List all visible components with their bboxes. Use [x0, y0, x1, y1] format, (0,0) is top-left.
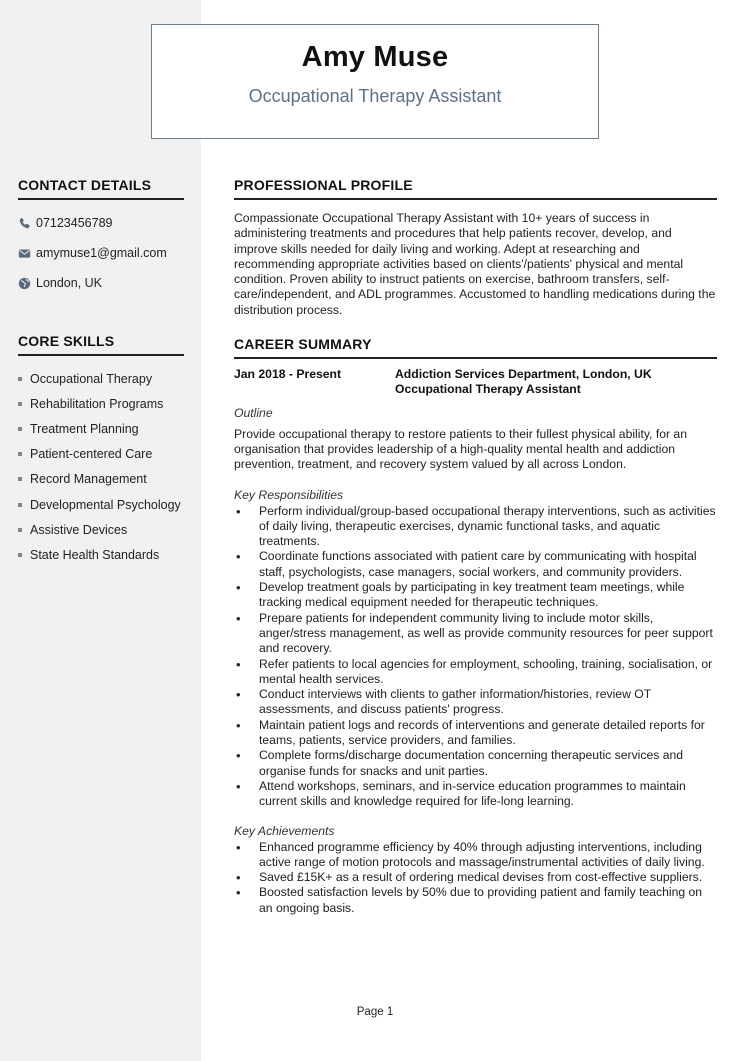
square-bullet-icon — [18, 402, 22, 406]
email-icon — [18, 247, 31, 260]
job-dates: Jan 2018 - Present — [234, 367, 342, 382]
skill-label: Patient-centered Care — [30, 447, 153, 462]
skill-label: Developmental Psychology — [30, 497, 181, 512]
contact-email — [18, 246, 184, 260]
globe-icon — [18, 277, 31, 290]
professional-profile-heading: PROFESSIONAL PROFILE — [234, 177, 717, 200]
square-bullet-icon — [18, 427, 22, 431]
core-skills-section — [18, 333, 184, 568]
square-bullet-icon — [18, 452, 22, 456]
achievements-list — [234, 840, 717, 916]
list-item: • Attend workshops, seminars, and in-service education programmes to maintain current skills and knowledge required for life-long learning. — [234, 779, 717, 810]
skill-label: State Health Standards — [30, 547, 160, 562]
location: London, UK — [36, 276, 103, 290]
header — [151, 24, 599, 139]
responsibilities-label: Key Responsibilities — [234, 487, 344, 502]
list-item: • Boosted satisfaction levels by 50% due to providing patient and family teaching on an ongoing basis. — [234, 885, 717, 916]
contact-details-heading: CONTACT DETAILS — [18, 177, 184, 200]
skill-label: Rehabilitation Programs — [30, 396, 164, 411]
list-item: • Refer patients to local agencies for employment, schooling, training, socialisation, or mental health services. — [234, 657, 717, 688]
job-employer-block — [395, 367, 652, 398]
main-content — [234, 177, 717, 916]
skill-item — [18, 492, 184, 517]
candidate-name: Amy Muse — [301, 41, 449, 73]
square-bullet-icon — [18, 477, 22, 481]
skill-item — [18, 391, 184, 416]
responsibilities-list — [234, 504, 717, 810]
list-item: • Perform individual/group-based occupational therapy interventions, such as activities of daily living, therapeutic exercises, dynamic functional tasks, and aquatic treatments. — [234, 504, 717, 550]
skill-label: Treatment Planning — [30, 421, 139, 436]
job-outline: Provide occupational therapy to restore patients to their fullest physical ability, for an organisation that provides leadership of a high-quality mental health and addiction prevention, treatment, and recovery system valued by all across London. — [234, 426, 687, 472]
list-item: • Conduct interviews with clients to gather information/histories, review OT assessments, and discuss patients' progress. — [234, 687, 717, 718]
profile-text: Compassionate Occupational Therapy Assistant with 10+ years of success in administering treatments and procedures that help patients recover, develop, and improve skills needed for daily living and working. Adept at researching and recommending appropriate activities based on clients'/patients' physical and mental condition. Proven ability to instruct patients on exercise, bathroom transfers, self-care/independent, and ADL programmes. Accustomed to handling medications during the distribution process. — [234, 211, 716, 317]
job-employer: Addiction Services Department, London, UK — [395, 367, 652, 382]
email-address: amymuse1@gmail.com — [36, 246, 167, 260]
list-item: • Maintain patient logs and records of interventions and generate detailed reports for teams, patients, service providers, and families. — [234, 718, 717, 749]
list-item: • Complete forms/discharge documentation concerning therapeutic services and organise funds for snacks and unit parties. — [234, 748, 717, 779]
skills-list — [18, 366, 184, 568]
list-item: • Prepare patients for independent community living to include motor skills, anger/stress management, as well as provide community resources for peer support and recovery. — [234, 611, 717, 657]
contact-phone — [18, 216, 184, 230]
career-summary-heading: CAREER SUMMARY — [234, 336, 717, 359]
list-item: • Saved £15K+ as a result of ordering medical devises from cost-effective suppliers. — [234, 870, 717, 885]
outline-label: Outline — [234, 405, 273, 420]
list-item: • Coordinate functions associated with patient care by communicating with hospital staff, psychologists, case managers, social workers, and community providers. — [234, 549, 717, 580]
square-bullet-icon — [18, 377, 22, 381]
square-bullet-icon — [18, 553, 22, 557]
skill-item — [18, 366, 184, 391]
achievements-label: Key Achievements — [234, 823, 335, 838]
list-item: • Develop treatment goals by participating in key treatment team meetings, while tracking medical equipment needed for therapeutic techniques. — [234, 580, 717, 611]
list-item: • Enhanced programme efficiency by 40% through adjusting interventions, including active range of motion protocols and massage/instrumental activities of daily living. — [234, 840, 717, 871]
core-skills-heading: CORE SKILLS — [18, 333, 184, 356]
skill-label: Record Management — [30, 472, 147, 487]
contact-location — [18, 276, 184, 290]
skill-item — [18, 467, 184, 492]
page-number: Page 1 — [356, 1006, 394, 1018]
job-header — [234, 367, 717, 398]
square-bullet-icon — [18, 503, 22, 507]
phone-icon — [18, 217, 31, 230]
skill-item — [18, 442, 184, 467]
skill-label: Assistive Devices — [30, 522, 128, 537]
skill-item — [18, 517, 184, 542]
skill-item — [18, 416, 184, 441]
contact-details-section — [18, 177, 184, 290]
job-position: Occupational Therapy Assistant — [395, 382, 581, 397]
square-bullet-icon — [18, 528, 22, 532]
skill-label: Occupational Therapy — [30, 371, 153, 386]
career-summary-section — [234, 336, 717, 916]
candidate-role: Occupational Therapy Assistant — [248, 86, 502, 106]
phone-number: 07123456789 — [36, 216, 113, 230]
skill-item — [18, 542, 184, 567]
